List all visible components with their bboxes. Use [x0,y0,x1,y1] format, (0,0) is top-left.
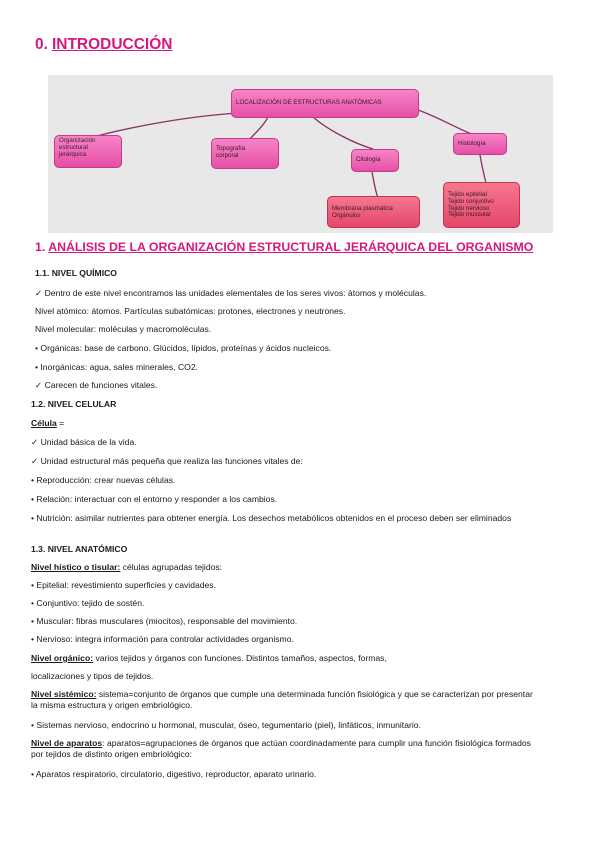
heading-title: ANÁLISIS DE LA ORGANIZACIÓN ESTRUCTURAL JERÁRQUICA DEL ORGANISMO [48,240,534,254]
concept-map [48,75,553,233]
section-title-1-3: 1.3. NIVEL ANATÓMICO [31,544,128,554]
heading-number: 1. [35,240,46,254]
term-rest: = [56,418,65,428]
bullet-item: • Nervioso: integra información para controlar actividades organismo. [31,634,294,644]
bullet-item: • Aparatos respiratorio, circulatorio, digestivo, reproductor, aparato urinario. [31,769,317,779]
term-rest: : aparatos=agrupaciones de órganos que actúan coordinadamente para cumplir una función fisiológica formados por tejidos de distinto origen embriológico: [31,738,531,759]
node-topografia [211,138,279,169]
definition-line [31,653,387,664]
node-tejidos-line1: Tejido epitelial [448,191,487,198]
section-title-1-1: 1.1. NIVEL QUÍMICO [35,268,117,278]
term-rest: sistema=conjunto de órganos que cumple una determinada función fisiológica y que se caracterizan por presentar la misma estructura y origen embriológico. [31,689,533,710]
bullet-item: • Orgánicas: base de carbono. Glúcidos, lípidos, proteínas y ácidos nucleicos. [35,343,332,353]
term-label: Nivel orgánico: [31,653,94,663]
node-membrana [327,196,420,228]
definition-line [31,738,541,760]
section-title-1-2: 1.2. NIVEL CELULAR [31,399,117,409]
heading-introduccion [35,36,173,54]
bullet-item: • Epitelial: revestimiento superficies y cavidades. [31,580,216,590]
term-rest: varios tejidos y órganos con funciones. Distintos tamaños, aspectos, formas, [93,653,387,663]
node-root-label: LOCALIZACIÓN DE ESTRUCTURAS ANATÓMICAS [236,99,382,106]
definition-line [31,562,222,573]
check-item: ✓ Unidad estructural más pequeña que realiza las funciones vitales de: [31,456,303,466]
bullet-item: • Nutrición: asimilar nutrientes para obtener energía. Los desechos metabólicos obtenidos en el proceso deben ser eliminados [31,513,512,523]
node-histologia [453,133,507,155]
heading-analisis [35,240,533,254]
node-citologia [351,149,399,172]
check-item: ✓ Unidad básica de la vida. [31,437,137,447]
node-organizacion-line1: Organización [59,137,96,144]
node-root [231,89,419,118]
bullet-item: • Reproducción: crear nuevas células. [31,475,176,485]
node-citologia-label: Citología [356,156,381,163]
node-tejidos [443,182,520,228]
paragraph: localizaciones y tipos de tejidos. [31,671,154,681]
term-label: Nivel hístico o tisular: [31,562,121,572]
term-label: Célula [31,418,57,428]
term-label: Nivel sistémico: [31,689,97,699]
bullet-item: • Muscular: fibras musculares (miocitos), responsable del movimiento. [31,616,298,626]
bullet-item: • Sistemas nervioso, endocrino u hormonal, muscular, óseo, tegumentario (piel), linfáticos, inmunitario. [31,720,421,730]
node-topografia-line2: corporal [216,151,239,159]
node-organizacion [54,135,122,168]
node-topografia-line1: Topografía [216,145,246,152]
node-organizacion-line3: jerárquica [59,150,87,158]
node-tejidos-line4: Tejido muscular [448,211,491,219]
term-rest: células agrupadas tejidos: [120,562,223,572]
bullet-item: • Inorgánicas: agua, sales minerales, CO2. [35,362,199,372]
definition-line [31,689,541,711]
node-histologia-label: Histología [458,140,486,147]
node-membrana-line1: Membrana plasmática [332,205,393,212]
definition-line [31,418,64,429]
heading-number: 0. [35,36,48,53]
heading-title: INTRODUCCIÓN [51,36,173,53]
node-tejidos-line3: Tejido nervioso [448,204,490,212]
check-item: ✓ Carecen de funciones vitales. [35,380,158,390]
paragraph: Nivel atómico: átomos. Partículas subatómicas: protones, electrones y neutrones. [35,306,346,316]
paragraph: Nivel molecular: moléculas y macromoléculas. [35,324,212,334]
paragraph: ✓ Dentro de este nivel encontramos las unidades elementales de los seres vivos: átomos y moléculas. [35,288,427,298]
bullet-item: • Relación: interactuar con el entorno y responder a los cambios. [31,494,278,504]
node-organizacion-line2: estructural [59,143,88,151]
node-tejidos-line2: Tejido conjuntivo [448,197,494,205]
bullet-item: • Conjuntivo: tejido de sostén. [31,598,145,608]
term-label: Nivel de aparatos [31,738,103,748]
node-membrana-line2: Orgánulos [332,211,361,219]
